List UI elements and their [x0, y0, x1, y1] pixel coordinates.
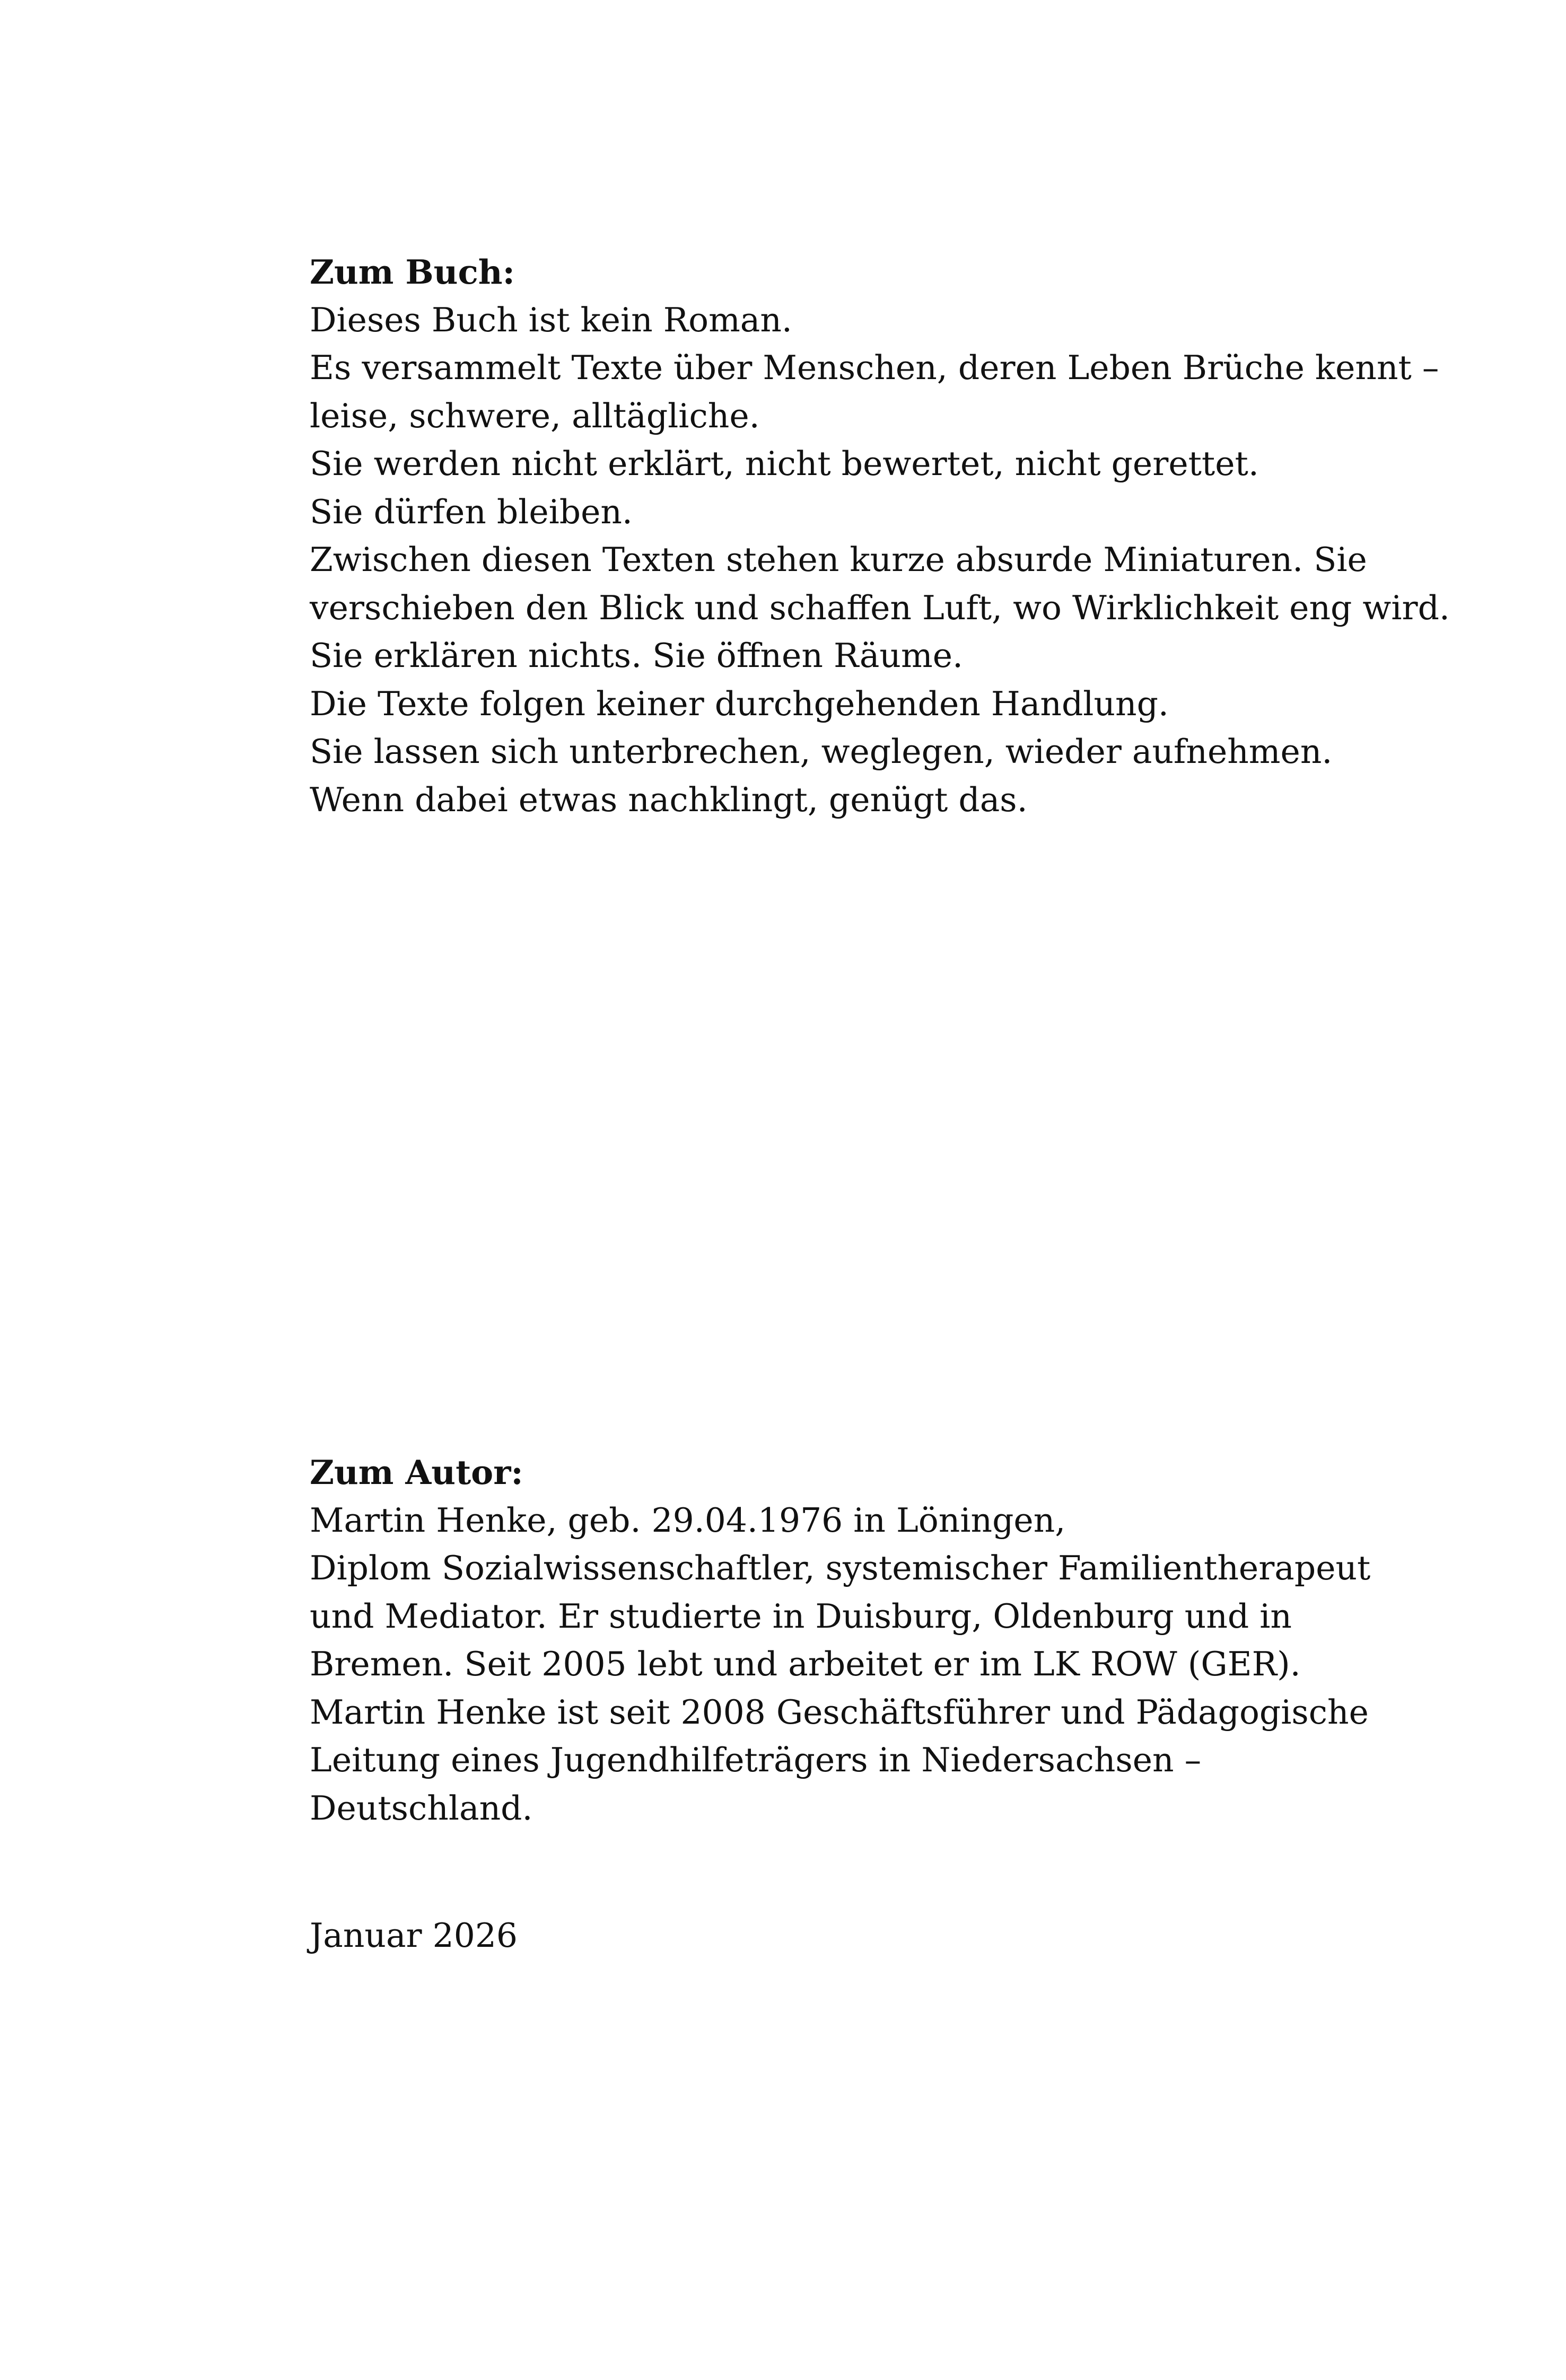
book-line: leise, schwere, alltägliche.: [310, 396, 760, 435]
date-line: Januar 2026: [310, 1916, 518, 1955]
book-line: Wenn dabei etwas nachklingt, genügt das.: [310, 780, 1028, 819]
book-line: Zwischen diesen Texten stehen kurze absurde Miniaturen. Sie: [310, 540, 1367, 579]
book-line: Sie dürfen bleiben.: [310, 492, 633, 531]
author-line: und Mediator. Er studierte in Duisburg, Oldenburg und in: [310, 1596, 1292, 1636]
author-line: Martin Henke, geb. 29.04.1976 in Löningen,: [310, 1500, 1066, 1540]
book-heading: Zum Buch:: [310, 252, 515, 292]
date-section: [310, 1912, 1370, 1960]
author-section: [310, 1448, 1370, 1832]
author-line: Leitung eines Jugendhilfeträgers in Niedersachsen –: [310, 1741, 1202, 1779]
author-heading: Zum Autor:: [310, 1453, 523, 1492]
book-line: Dieses Buch ist kein Roman.: [310, 300, 792, 339]
author-line: Deutschland.: [310, 1788, 533, 1828]
book-line: verschieben den Blick und schaffen Luft, wo Wirklichkeit eng wird.: [310, 588, 1450, 627]
book-section: [310, 248, 1450, 824]
author-line: Diplom Sozialwissenschaftler, systemischer Familientherapeut: [310, 1549, 1371, 1587]
author-line: Bremen. Seit 2005 lebt und arbeitet er im LK ROW (GER).: [310, 1645, 1301, 1683]
book-line: Sie erklären nichts. Sie öffnen Räume.: [310, 636, 964, 675]
book-line: Sie lassen sich unterbrechen, weglegen, wieder aufnehmen.: [310, 732, 1333, 771]
book-line: Sie werden nicht erklärt, nicht bewertet, nicht gerettet.: [310, 444, 1259, 483]
book-line: Es versammelt Texte über Menschen, deren Leben Brüche kennt –: [310, 348, 1439, 387]
book-line: Die Texte folgen keiner durchgehenden Handlung.: [310, 684, 1169, 723]
author-line: Martin Henke ist seit 2008 Geschäftsführer und Pädagogische: [310, 1692, 1369, 1732]
